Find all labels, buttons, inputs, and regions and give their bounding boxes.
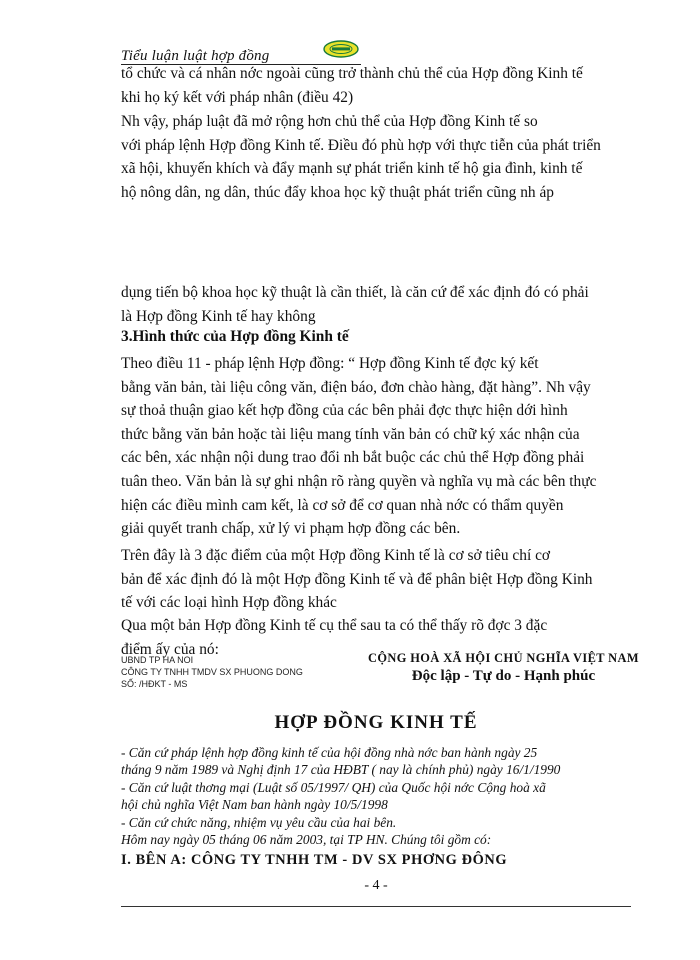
clause-line: - Căn cứ chức năng, nhiệm vụ yêu cầu của hai bên. <box>121 814 397 830</box>
clause-line: hội chủ nghĩa Việt Nam ban hành ngày 10/5/1998 <box>121 797 388 813</box>
clause-line: - Căn cứ luật thơng mại (Luật số 05/1997/ QH) của Quốc hội nớc Cộng hoà xã <box>121 779 546 795</box>
party-a-heading: I. BÊN A: CÔNG TY TNHH TM - DV SX PHƠNG ĐÔNG <box>121 852 508 868</box>
text-line: là Hợp đồng Kinh tế hay không <box>121 307 316 325</box>
text-line: dụng tiến bộ khoa học kỹ thuật là cần thiết, là căn cứ để xác định đó có phải <box>121 284 589 301</box>
text-line: Trên đây là 3 đặc điểm của một Hợp đồng Kinh tế là cơ sở tiêu chí cơ <box>121 547 551 564</box>
text-line: hộ nông dân, ng dân, thúc đẩy khoa học kỹ thuật phát triển cũng nh áp <box>121 183 554 201</box>
text-line: bản để xác định đó là một Hợp đồng Kinh tế và để phân biệt Hợp đồng Kinh <box>121 570 593 588</box>
clause-line: tháng 9 năm 1989 và Nghị định 17 của HĐBT ( nay là chính phủ) ngày 16/1/1990 <box>121 762 561 778</box>
publisher-logo-icon <box>323 40 359 58</box>
national-motto: Độc lập - Tự do - Hạnh phúc <box>411 668 596 684</box>
text-line: Nh vậy, pháp luật đã mở rộng hơn chủ thể của Hợp đồng Kinh tế so <box>121 113 538 130</box>
issuer-line: CÔNG TY TNHH TMDV SX PHUONG DONG <box>121 667 303 677</box>
text-line: Qua một bản Hợp đồng Kinh tế cụ thể sau ta có thể thấy rõ đợc 3 đặc <box>121 617 548 634</box>
text-line: tuân theo. Văn bản là sự ghi nhận rõ ràng quyền và nghĩa vụ mà các bên thực <box>121 472 597 490</box>
issuer-line: SỐ: /HĐKT - MS <box>121 679 188 689</box>
clause-line: - Căn cứ pháp lệnh hợp đồng kinh tế của hội đồng nhà nớc ban hành ngày 25 <box>121 745 538 760</box>
issuer-block <box>121 654 303 690</box>
text-line: giải quyết tranh chấp, xử lý vi phạm hợp đồng các bên. <box>121 520 461 538</box>
paragraph-expanded-subjects <box>121 110 631 204</box>
contract-clauses <box>121 744 631 848</box>
paragraph-technology <box>121 281 631 328</box>
national-heading-block <box>368 651 639 685</box>
text-line: tế với các loại hình Hợp đồng khác <box>121 594 337 612</box>
text-line: bằng văn bản, tài liệu công văn, điện báo, đơn chào hàng, đặt hàng”. Nh vậy <box>121 378 591 396</box>
clause-line: Hôm nay ngày 05 tháng 06 năm 2003, tại TP HN. Chúng tôi gồm có: <box>121 832 492 848</box>
contract-title: HỢP ĐỒNG KINH TẾ <box>274 712 478 733</box>
text-line: các bên, xác nhận nội dung trao đổi nh bắt buộc các chủ thể Hợp đồng phải <box>121 449 585 467</box>
paragraph-contract-form <box>121 352 631 541</box>
text-line: xã hội, khuyến khích và đẩy mạnh sự phát triển kinh tế hộ gia đình, kinh tế <box>121 160 583 178</box>
issuer-line: UBND TP HA NOI <box>121 655 194 665</box>
text-line: với pháp lệnh Hợp đồng Kinh tế. Điều đó phù hợp với thực tiễn của phát triển <box>121 136 601 154</box>
text-line: điểm ấy của nó: <box>121 640 219 658</box>
national-title: CỘNG HOÀ XÃ HỘI CHỦ NGHĨA VIỆT NAM <box>368 651 639 665</box>
paragraph-subjects-continued <box>121 62 631 109</box>
paragraph-three-characteristics <box>121 544 631 615</box>
text-line: khi họ ký kết với pháp nhân (điều 42) <box>121 88 354 106</box>
text-line: thức bằng văn bản hoặc tài liệu mang tính văn bản có chữ ký xác nhận của <box>121 425 580 443</box>
text-line: tổ chức và cá nhân nớc ngoài cũng trở thành chủ thể của Hợp đồng Kinh tế <box>121 65 583 82</box>
text-line: sự thoả thuận giao kết hợp đồng của các bên phải đợc thực hiện dới hình <box>121 402 568 420</box>
section-heading: 3.Hình thức của Hợp đồng Kinh tế <box>121 328 349 345</box>
text-line: hiện các điều mình cam kết, là cơ sở để cơ quan nhà nớc có thẩm quyền <box>121 496 564 514</box>
header-title: Tiểu luận luật hợp đồng <box>121 48 270 64</box>
text-line: Theo điều 11 - pháp lệnh Hợp đồng: “ Hợp đồng Kinh tế đợc ký kết <box>121 355 539 372</box>
page-number: - 4 - <box>364 878 388 893</box>
footer-rule <box>121 906 631 907</box>
